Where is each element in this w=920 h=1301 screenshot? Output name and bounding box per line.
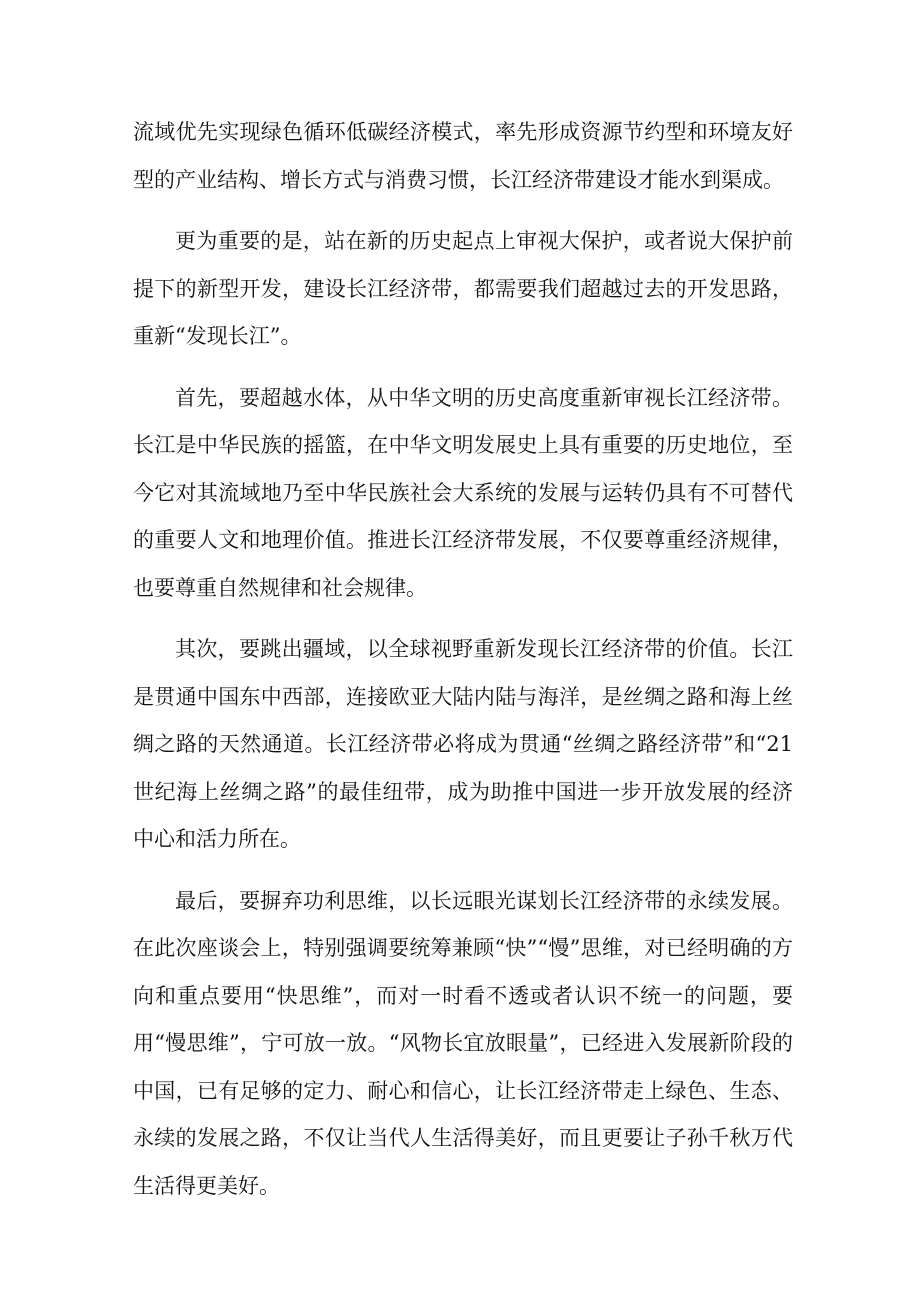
body-text	[133, 109, 793, 1224]
paragraph-continuation: 流域优先实现绿色循环低碳经济模式，率先形成资源节约型和环境友好型的产业结构、增长方式与消费习惯，长江经济带建设才能水到渠成。	[133, 120, 793, 192]
paragraph-second-point: 其次，要跳出疆域，以全球视野重新发现长江经济带的价值。长江是贯通中国东中西部，连接欧亚大陆内陆与海洋，是丝绸之路和海上丝绸之路的天然通道。长江经济带必将成为贯通“丝绸之路经济带”和“21世纪海上丝绸之路”的最佳纽带，成为助推中国进一步开放发展的经济中心和活力所在。	[133, 637, 793, 851]
paragraph-rediscover-yangtze: 更为重要的是，站在新的历史起点上审视大保护，或者说大保护前提下的新型开发，建设长江经济带，都需要我们超越过去的开发思路，重新“发现长江”。	[133, 229, 793, 348]
paragraph-final-point: 最后，要摒弃功利思维，以长远眼光谋划长江经济带的永续发展。在此次座谈会上，特别强调要统筹兼顾“快”“慢”思维，对已经明确的方向和重点要用“快思维”，而对一时看不透或者认识不统一的问题，要用“慢思维”，宁可放一放。“风物长宜放眼量”，已经进入发展新阶段的中国，已有足够的定力、耐心和信心，让长江经济带走上绿色、生态、永续的发展之路，不仅让当代人生活得美好，而且更要让子孙千秋万代生活得更美好。	[133, 888, 793, 1198]
paragraph-first-point: 首先，要超越水体，从中华文明的历史高度重新审视长江经济带。长江是中华民族的摇篮，在中华文明发展史上具有重要的历史地位，至今它对其流域地乃至中华民族社会大系统的发展与运转仍具有不可替代的重要人文和地理价值。推进长江经济带发展，不仅要尊重经济规律，也要尊重自然规律和社会规律。	[133, 385, 793, 600]
